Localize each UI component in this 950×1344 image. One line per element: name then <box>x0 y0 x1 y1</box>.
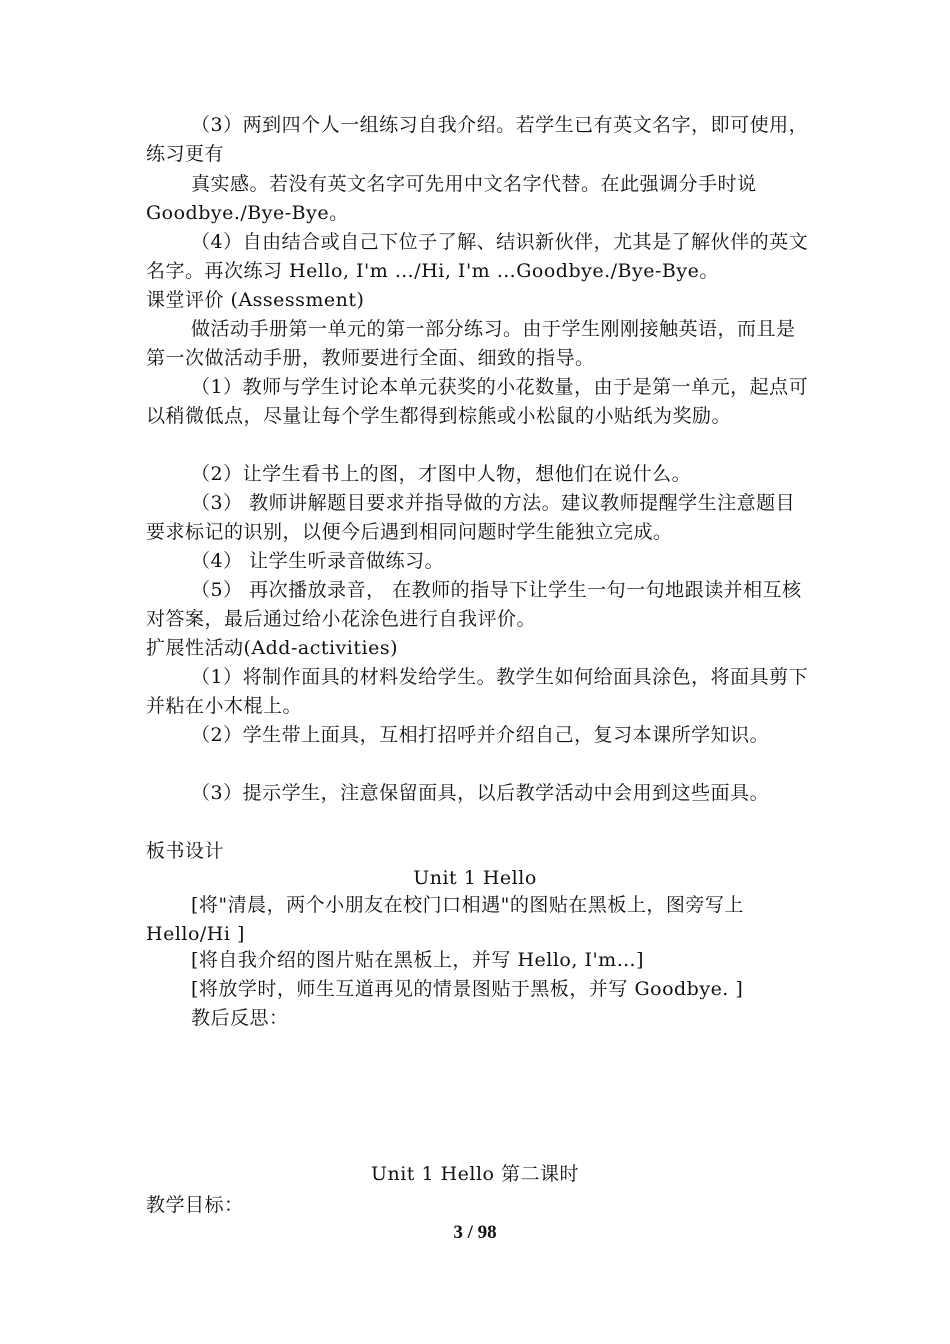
paragraph-replay-recording: （5） 再次播放录音， 在教师的指导下让学生一句一句地跟读并相互核对答案，最后通过给小花涂色进行自我评价。 <box>146 579 802 630</box>
paragraph-flower-count: （1）教师与学生讨论本单元获奖的小花数量，由于是第一单元，起点可以稍微低点，尽量让每个学生都得到棕熊或小松鼠的小贴纸为奖励。 <box>146 376 809 427</box>
paragraph-real-feeling: 真实感。若没有英文名字可先用中文名字代替。在此强调分手时说 Goodbye./Bye-Bye。 <box>146 173 757 224</box>
paragraph-activity-book: 做活动手册第一单元的第一部分练习。由于学生刚刚接触英语，而且是第一次做活动手册，教师要进行全面、细致的指导。 <box>146 318 796 369</box>
heading-assessment: 课堂评价 (Assessment) <box>146 289 365 311</box>
paragraph-listen-recording: （4） 让学生听录音做练习。 <box>191 550 445 572</box>
paragraph-free-partner: （4）自由结合或自己下位子了解、结识新伙伴，尤其是了解伙伴的英文名字。再次练习 Hello, I'm …/Hi, I'm …Goodbye./Bye-Bye。 <box>146 231 809 282</box>
reflection-label: 教后反思： <box>191 1007 289 1029</box>
paragraph-look-picture: （2）让学生看书上的图，才图中人物，想他们在说什么。 <box>191 463 692 485</box>
paragraph-group-practice: （3）两到四个人一组练习自我介绍。若学生已有英文名字，即可使用，练习更有 <box>146 114 809 165</box>
paragraph-keep-mask: （3）提示学生，注意保留面具，以后教学活动中会用到这些面具。 <box>191 782 770 804</box>
page-number: 3 / 98 <box>453 1222 497 1243</box>
paragraph-wear-mask: （2）学生带上面具，互相打招呼并介绍自己，复习本课所学知识。 <box>191 724 770 746</box>
paragraph-mask-materials: （1）将制作面具的材料发给学生。教学生如何给面具涂色，将面具剪下并粘在小木棍上。 <box>146 666 809 717</box>
board-line-goodbye: [将放学时，师生互道再见的情景图贴于黑板，并写 Goodbye. ] <box>191 978 744 1000</box>
lesson-2-title: Unit 1 Hello 第二课时 <box>370 1163 580 1185</box>
objectives-label: 教学目标： <box>146 1194 244 1216</box>
board-line-introduction: [将自我介绍的图片贴在黑板上，并写 Hello, I'm…] <box>191 949 645 971</box>
paragraph-explain-task: （3） 教师讲解题目要求并指导做的方法。建议教师提醒学生注意题目要求标记的识别，以便今后遇到相同问题时学生能独立完成。 <box>146 492 796 543</box>
heading-add-activities: 扩展性活动(Add-activities) <box>146 637 398 659</box>
board-title: Unit 1 Hello <box>413 867 537 889</box>
heading-board-design: 板书设计 <box>146 840 225 862</box>
board-line-greeting: [将"清晨，两个小朋友在校门口相遇"的图贴在黑板上，图旁写上 Hello/Hi ] <box>146 894 744 945</box>
